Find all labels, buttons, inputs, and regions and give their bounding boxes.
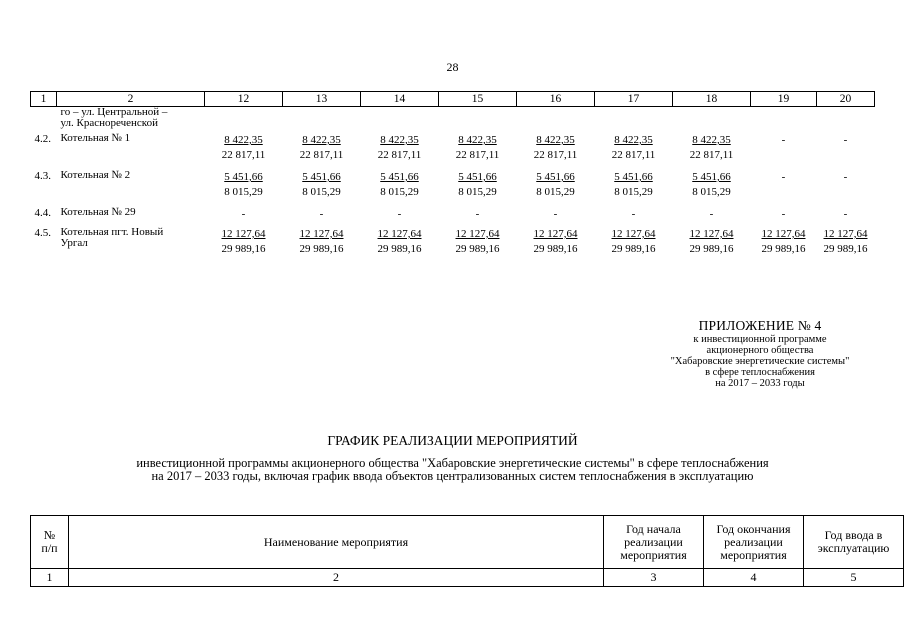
value-bottom: 29 989,16 bbox=[761, 243, 806, 255]
header-line: эксплуатацию bbox=[817, 541, 890, 555]
dash-value: - bbox=[709, 208, 714, 220]
value-cell bbox=[361, 170, 439, 207]
row-name-line: ул. Краснореченской bbox=[60, 117, 158, 129]
value-cell bbox=[517, 207, 595, 227]
header-commissioning-year bbox=[804, 516, 904, 569]
value-bottom: 29 989,16 bbox=[689, 243, 734, 255]
column-header: 20 bbox=[817, 92, 875, 107]
header-line: реализации bbox=[624, 534, 683, 549]
value-bottom: 22 817,11 bbox=[533, 149, 578, 161]
row-number: 4.5. bbox=[34, 227, 51, 239]
value-bottom: 29 989,16 bbox=[377, 243, 422, 255]
column-header: 1 bbox=[31, 92, 57, 107]
table-row bbox=[31, 170, 875, 207]
appendix-line: "Хабаровские энергетические системы" bbox=[670, 356, 850, 367]
column-number: 5 bbox=[804, 569, 904, 587]
row-number: 4.4. bbox=[34, 207, 51, 219]
value-top: 5 451,66 bbox=[614, 171, 653, 183]
row-number: 4.3. bbox=[34, 170, 51, 182]
value-bottom: 22 817,11 bbox=[299, 149, 344, 161]
subtitle-line: на 2017 – 2033 годы, включая график ввода объектов централизованных систем теплоснабжения в эксплуатацию bbox=[151, 469, 754, 483]
value-bottom: 8 015,29 bbox=[302, 186, 341, 198]
value-bottom: 22 817,11 bbox=[221, 149, 266, 161]
value-cell bbox=[517, 227, 595, 264]
value-bottom: 8 015,29 bbox=[458, 186, 497, 198]
value-top: 8 422,35 bbox=[536, 134, 575, 146]
column-header: 13 bbox=[283, 92, 361, 107]
row-name-line: Ургал bbox=[60, 237, 88, 249]
value-cell bbox=[595, 133, 673, 170]
row-name: Котельная № 2 bbox=[60, 169, 131, 181]
value-bottom: 22 817,11 bbox=[689, 149, 734, 161]
value-cell bbox=[673, 170, 751, 207]
header-end-year bbox=[704, 516, 804, 569]
dash-value: - bbox=[843, 171, 848, 183]
subtitle-line: инвестиционной программы акционерного общества "Хабаровские энергетические системы" в сфере теплоснабжения bbox=[136, 456, 769, 470]
value-bottom: 29 989,16 bbox=[611, 243, 656, 255]
header-line: Год ввода в bbox=[824, 528, 883, 542]
value-cell bbox=[283, 133, 361, 170]
value-top: 8 422,35 bbox=[302, 134, 341, 146]
dash-value: - bbox=[781, 171, 786, 183]
header-line: Год начала bbox=[626, 521, 681, 536]
value-bottom: 8 015,29 bbox=[536, 186, 575, 198]
value-cell bbox=[205, 133, 283, 170]
value-top: 5 451,66 bbox=[692, 171, 731, 183]
dash-value: - bbox=[781, 208, 786, 220]
value-cell bbox=[595, 207, 673, 227]
value-bottom: 29 989,16 bbox=[455, 243, 500, 255]
value-cell bbox=[751, 207, 817, 227]
schedule-table bbox=[30, 515, 904, 587]
header-line: реализации bbox=[724, 534, 783, 549]
value-cell bbox=[817, 207, 875, 227]
value-bottom: 29 989,16 bbox=[823, 243, 868, 255]
value-cell bbox=[361, 207, 439, 227]
table-row bbox=[31, 133, 875, 170]
value-cell bbox=[751, 227, 817, 264]
column-number-header-row bbox=[31, 92, 875, 107]
value-cell bbox=[439, 227, 517, 264]
column-header: 19 bbox=[751, 92, 817, 107]
value-bottom: 29 989,16 bbox=[533, 243, 578, 255]
column-header: 18 bbox=[673, 92, 751, 107]
value-top: 5 451,66 bbox=[536, 171, 575, 183]
header-line: № bbox=[43, 528, 56, 542]
column-header: 14 bbox=[361, 92, 439, 107]
value-top: 12 127,64 bbox=[455, 228, 500, 240]
header-line: п/п bbox=[41, 541, 58, 555]
value-bottom: 29 989,16 bbox=[299, 243, 344, 255]
appendix-line: к инвестиционной программе bbox=[693, 334, 827, 345]
appendix-line: акционерного общества bbox=[706, 345, 814, 356]
value-top: 5 451,66 bbox=[302, 171, 341, 183]
value-cell bbox=[361, 133, 439, 170]
value-bottom: 8 015,29 bbox=[692, 186, 731, 198]
value-bottom: 22 817,11 bbox=[377, 149, 422, 161]
value-top: 12 127,64 bbox=[377, 228, 422, 240]
value-cell bbox=[283, 227, 361, 264]
value-top: 12 127,64 bbox=[611, 228, 656, 240]
value-top: 8 422,35 bbox=[224, 134, 263, 146]
value-cell bbox=[205, 227, 283, 264]
value-top: 12 127,64 bbox=[761, 228, 806, 240]
value-top: 8 422,35 bbox=[458, 134, 497, 146]
value-cell bbox=[517, 170, 595, 207]
row-name bbox=[57, 107, 205, 134]
value-cell bbox=[817, 170, 875, 207]
header-line: мероприятия bbox=[620, 547, 687, 562]
dash-value: - bbox=[397, 208, 402, 220]
value-cell bbox=[595, 170, 673, 207]
value-cell bbox=[439, 133, 517, 170]
row-name-line: Котельная пгт. Новый bbox=[60, 226, 164, 238]
value-top: 12 127,64 bbox=[689, 228, 734, 240]
header-number bbox=[31, 516, 69, 569]
header-line: Год окончания bbox=[716, 521, 791, 536]
header-start-year bbox=[604, 516, 704, 569]
header-activity-name bbox=[69, 516, 604, 569]
column-number: 4 bbox=[704, 569, 804, 587]
value-cell bbox=[517, 133, 595, 170]
value-cell bbox=[817, 133, 875, 170]
dash-value: - bbox=[843, 208, 848, 220]
column-header: 16 bbox=[517, 92, 595, 107]
column-number: 2 bbox=[69, 569, 604, 587]
value-top: 12 127,64 bbox=[533, 228, 578, 240]
schedule-header-row bbox=[31, 516, 904, 569]
dash-value: - bbox=[475, 208, 480, 220]
column-header: 12 bbox=[205, 92, 283, 107]
column-header: 2 bbox=[57, 92, 205, 107]
value-top: 5 451,66 bbox=[380, 171, 419, 183]
value-top: 5 451,66 bbox=[458, 171, 497, 183]
value-cell bbox=[439, 170, 517, 207]
header-line: мероприятия bbox=[720, 547, 787, 562]
value-bottom: 8 015,29 bbox=[614, 186, 653, 198]
dash-value: - bbox=[241, 208, 246, 220]
row-name: Котельная № 1 bbox=[60, 132, 131, 144]
table-row bbox=[31, 207, 875, 227]
dash-value: - bbox=[553, 208, 558, 220]
column-header: 17 bbox=[595, 92, 673, 107]
value-cell bbox=[673, 207, 751, 227]
column-number-row bbox=[31, 569, 904, 587]
value-cell bbox=[361, 227, 439, 264]
row-name-line: го – ул. Центральной – bbox=[60, 106, 168, 118]
value-top: 5 451,66 bbox=[224, 171, 263, 183]
document-title: ГРАФИК РЕАЛИЗАЦИИ МЕРОПРИЯТИЙ bbox=[327, 433, 578, 448]
row-name bbox=[57, 227, 205, 264]
value-top: 12 127,64 bbox=[299, 228, 344, 240]
header-line: Наименование мероприятия bbox=[263, 534, 409, 549]
value-bottom: 8 015,29 bbox=[380, 186, 419, 198]
appendix-block bbox=[630, 318, 890, 389]
appendix-line: в сфере теплоснабжения bbox=[705, 367, 815, 378]
value-top: 12 127,64 bbox=[823, 228, 868, 240]
dash-value: - bbox=[843, 134, 848, 146]
value-cell bbox=[751, 170, 817, 207]
appendix-line: на 2017 – 2033 годы bbox=[715, 378, 805, 389]
value-bottom: 29 989,16 bbox=[221, 243, 266, 255]
value-cell bbox=[673, 133, 751, 170]
appendix-title: ПРИЛОЖЕНИЕ № 4 bbox=[698, 318, 822, 333]
dash-value: - bbox=[631, 208, 636, 220]
value-top: 8 422,35 bbox=[614, 134, 653, 146]
dash-value: - bbox=[781, 134, 786, 146]
page-number: 28 bbox=[446, 60, 459, 74]
value-cell bbox=[673, 227, 751, 264]
value-top: 8 422,35 bbox=[380, 134, 419, 146]
dash-value: - bbox=[319, 208, 324, 220]
column-header: 15 bbox=[439, 92, 517, 107]
value-cell bbox=[595, 227, 673, 264]
value-bottom: 22 817,11 bbox=[455, 149, 500, 161]
value-cell bbox=[205, 207, 283, 227]
document-subtitle bbox=[0, 457, 905, 483]
value-cell bbox=[751, 133, 817, 170]
value-bottom: 8 015,29 bbox=[224, 186, 263, 198]
column-number: 3 bbox=[604, 569, 704, 587]
value-top: 12 127,64 bbox=[221, 228, 266, 240]
table-row bbox=[31, 227, 875, 264]
row-name: Котельная № 29 bbox=[60, 206, 136, 218]
value-cell bbox=[283, 170, 361, 207]
value-cell bbox=[205, 170, 283, 207]
value-cell bbox=[283, 207, 361, 227]
column-number: 1 bbox=[31, 569, 69, 587]
value-cell bbox=[817, 227, 875, 264]
value-top: 8 422,35 bbox=[692, 134, 731, 146]
investment-values-table bbox=[30, 91, 875, 264]
row-number: 4.2. bbox=[34, 133, 51, 145]
value-bottom: 22 817,11 bbox=[611, 149, 656, 161]
value-cell bbox=[439, 207, 517, 227]
table-row-continuation bbox=[31, 107, 875, 134]
